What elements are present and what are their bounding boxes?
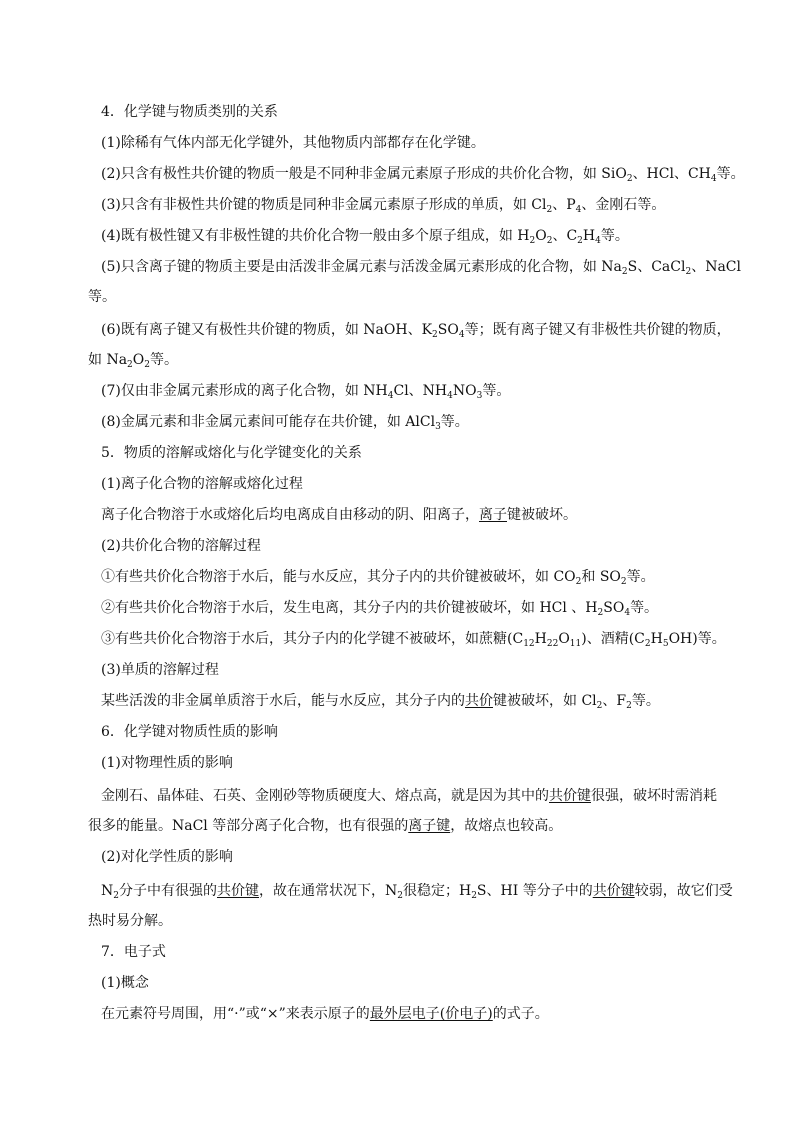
s4-item-5-cont: 等。 bbox=[88, 289, 116, 305]
s6-sub-2: (2)对化学性质的影响 bbox=[101, 849, 233, 865]
s5-case-2: ②有些共价化合物溶于水后，发生电离，其分子内的共价键被破坏，如 HCl 、$H_2SO_4$等。 bbox=[101, 600, 659, 618]
s6-sub-1: (1)对物理性质的影响 bbox=[101, 755, 233, 771]
s4-item-6: (6)既有离子键又有极性共价键的物质，如 NaOH、$K_2SO_4$等；既有离子键又有非极性共价键的物质， bbox=[101, 322, 731, 340]
s5-sub-3: (3)单质的溶解过程 bbox=[101, 662, 219, 678]
s6-text-2: $N_2$分子中有很强的共价键，故在通常状况下，$N_2$很稳定；$H_2S$、HI 等分子中的共价键较弱，故它们受 bbox=[101, 883, 733, 901]
s4-item-7: (7)仅由非金属元素形成的离子化合物，如 $NH_4Cl$、$NH_4NO_3$等。 bbox=[101, 383, 511, 401]
s7-text-1: 在元素符号周围，用“·”或“×”来表示原子的最外层电子(价电子)的式子。 bbox=[101, 1006, 549, 1022]
s5-text-1: 离子化合物溶于水或熔化后均电离成自由移动的阴、阳离子，离子键被破坏。 bbox=[101, 507, 577, 523]
s4-item-8: (8)金属元素和非金属元素间可能存在共价键，如 AlCl$_3$等。 bbox=[101, 414, 469, 432]
section-5-heading: 5．物质的溶解或熔化与化学键变化的关系 bbox=[101, 445, 362, 461]
s7-sub-1: (1)概念 bbox=[101, 975, 149, 991]
s5-case-1: ①有些共价化合物溶于水后，能与水反应，其分子内的共价键被破坏，如 $CO_2$和 $SO_2$等。 bbox=[101, 569, 655, 587]
s5-sub-1: (1)离子化合物的溶解或熔化过程 bbox=[101, 476, 303, 492]
s5-sub-2: (2)共价化合物的溶解过程 bbox=[101, 538, 261, 554]
s6-text-2-cont: 热时易分解。 bbox=[88, 913, 172, 929]
section-4-heading: 4．化学键与物质类别的关系 bbox=[101, 104, 278, 120]
s4-item-6-cont: 如 $Na_2O_2$等。 bbox=[88, 352, 178, 370]
s5-case-3: ③有些共价化合物溶于水后，其分子内的化学键不被破坏，如蔗糖$(C_{12}H_{22}O_{11})$、酒精$(C_2H_5OH)$等。 bbox=[101, 631, 726, 649]
s6-text-1-cont: 很多的能量。NaCl 等部分离子化合物，也有很强的离子键，故熔点也较高。 bbox=[88, 818, 563, 834]
section-6-heading: 6．化学键对物质性质的影响 bbox=[101, 724, 278, 740]
section-7-heading: 7．电子式 bbox=[101, 944, 166, 960]
s4-item-3: (3)只含有非极性共价键的物质是同种非金属元素原子形成的单质，如 $Cl_2$、$P_4$、金刚石等。 bbox=[101, 197, 666, 215]
s4-item-2: (2)只含有极性共价键的物质一般是不同种非金属元素原子形成的共价化合物，如 SiO$_2$、HCl、$CH_4$等。 bbox=[101, 166, 745, 184]
s4-item-1: (1)除稀有气体内部无化学键外，其他物质内部都存在化学键。 bbox=[101, 135, 485, 151]
s5-text-3: 某些活泼的非金属单质溶于水后，能与水反应，其分子内的共价键被破坏，如 $Cl_2$、$F_2$等。 bbox=[101, 693, 660, 711]
s6-text-1: 金刚石、晶体硅、石英、金刚砂等物质硬度大、熔点高，就是因为其中的共价键很强，破坏时需消耗 bbox=[101, 788, 717, 804]
s4-item-5: (5)只含离子键的物质主要是由活泼非金属元素与活泼金属元素形成的化合物，如 $Na_2S$、CaCl$_2$、NaCl bbox=[101, 259, 741, 277]
s4-item-4: (4)既有极性键又有非极性键的共价化合物一般由多个原子组成，如 $H_2O_2$、$C_2H_4$等。 bbox=[101, 228, 629, 246]
